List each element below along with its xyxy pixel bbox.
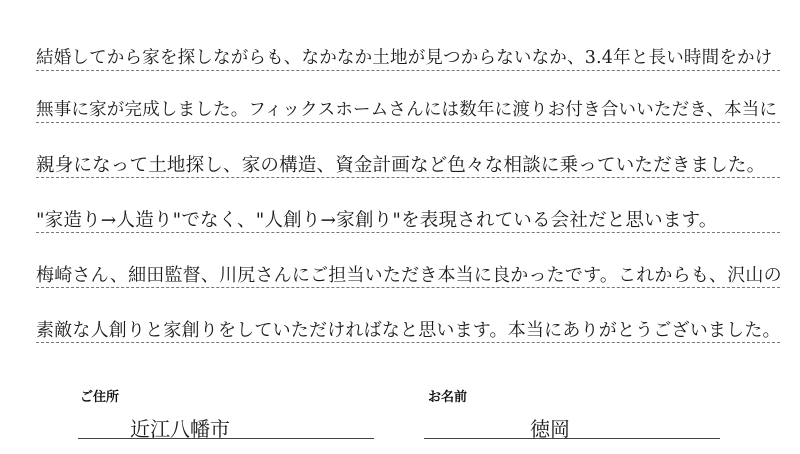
ruled-line [36, 177, 780, 178]
name-value: 徳岡 [530, 417, 570, 441]
address-label: ご住所 [80, 390, 120, 405]
letter-line-6: 素敵な人創りと家創りをしていただければなと思います。本当にありがとうございました。 [36, 320, 781, 341]
ruled-line [36, 287, 780, 288]
address-value: 近江八幡市 [130, 417, 230, 441]
letter-line-5: 梅崎さん、細田監督、川尻さんにご担当いただき本当に良かったです。これからも、沢山の [36, 265, 782, 286]
ruled-line [36, 232, 780, 233]
ruled-line [36, 122, 780, 123]
letter-line-4: "家造り→人造り"でなく、"人創り→家創り"を表現されている会社だと思います。 [36, 210, 718, 231]
name-underline [424, 438, 720, 439]
letter-line-2: 無事に家が完成しました。フィックスホームさんには数年に渡りお付き合いいただき、本当に [36, 100, 778, 120]
address-underline [78, 438, 374, 439]
ruled-line [36, 342, 780, 343]
name-label: お名前 [428, 390, 468, 405]
letter-line-3: 親身になって土地探し、家の構造、資金計画など色々な相談に乗っていただきました。 [36, 155, 766, 176]
ruled-line [36, 70, 780, 71]
letter-line-1: 結婚してから家を探しながらも、なかなか土地が見つからないなか、3.4年と長い時間をかけ [36, 48, 773, 68]
